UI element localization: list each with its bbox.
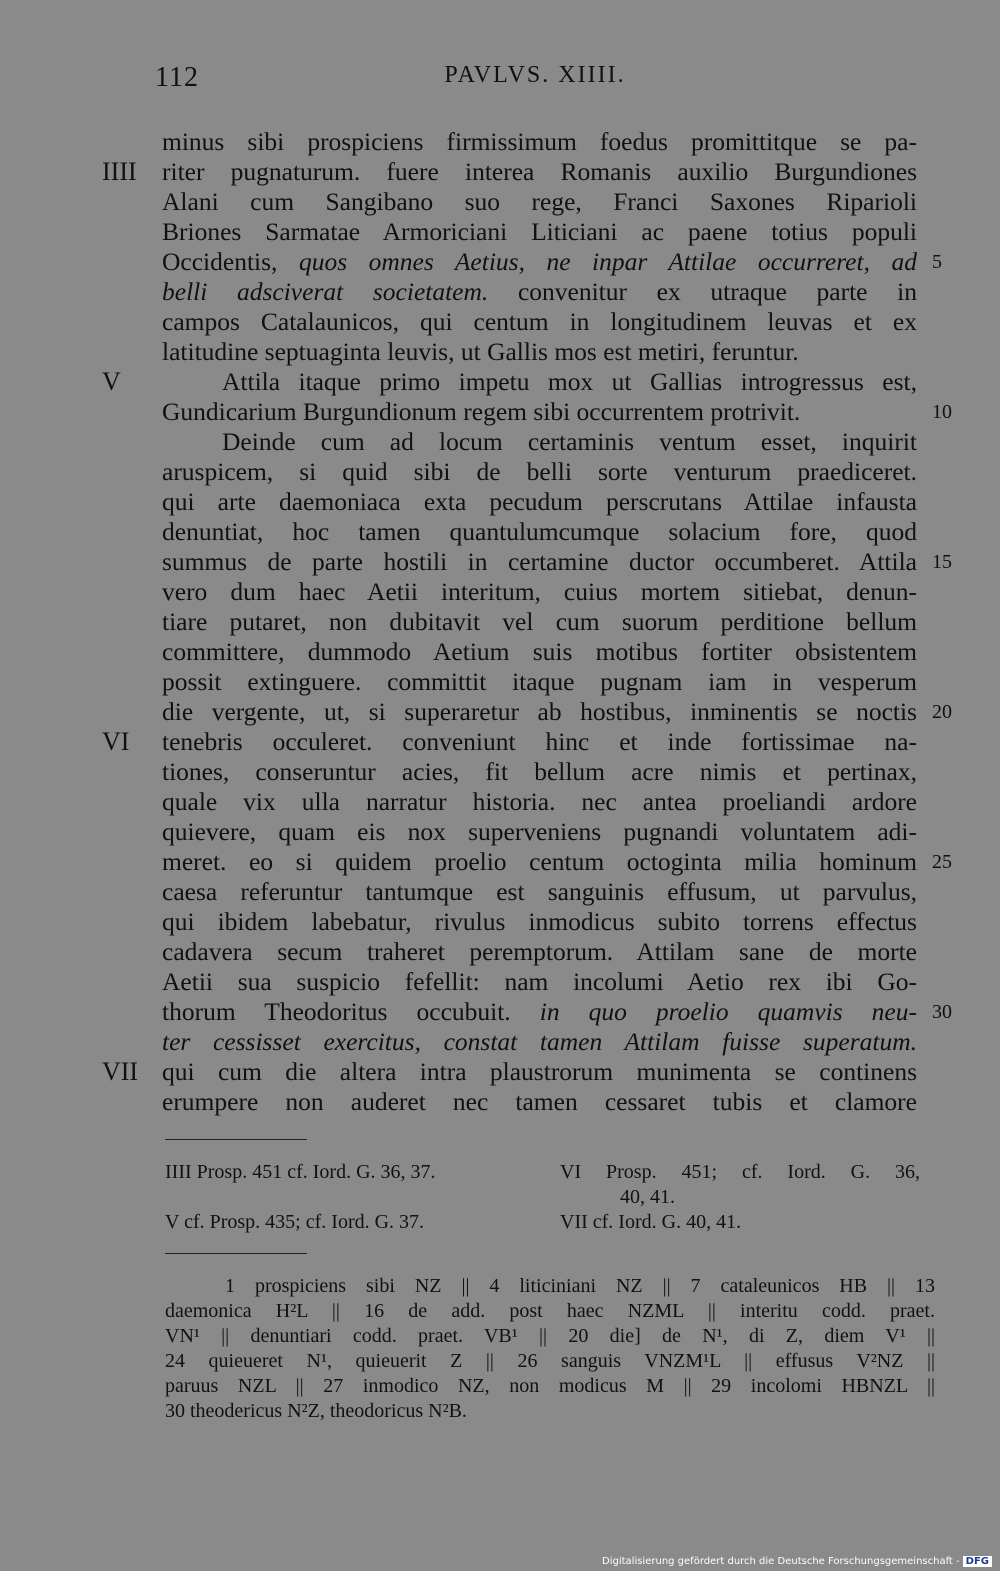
line-text: Alani cum Sangibano suo rege, Franci Saxones Riparioli [162,187,917,216]
page-number: 112 [155,62,199,93]
line-number: 20 [932,701,952,723]
text-line [162,457,917,487]
text-line [102,367,917,397]
line-text: Aetii sua suspicio fefellit: nam incolumi Aetio rex ibi Go- [162,967,917,996]
text-line [162,637,917,667]
main-text [102,127,952,1117]
line-text: riter pugnaturum. fuere interea Romanis auxilio Burgundiones [162,157,917,186]
text-line [102,157,917,187]
text-line [162,487,917,517]
text-line [162,937,917,967]
digitization-credit [602,1556,992,1567]
line-text: qui arte daemoniaca exta pecudum perscrutans Attilae infausta [162,487,917,516]
line-number: 5 [932,251,942,273]
text-line [162,787,917,817]
line-text: caesa referuntur tantumque est sanguinis effusum, ut parvulus, [162,877,917,906]
italic-text: quos omnes Aetius, ne inpar Attilae occurreret, ad [298,247,917,276]
line-number: 15 [932,551,952,573]
text-line [162,697,952,727]
line-text: thorum Theodoritus occubuit. [162,997,540,1026]
line-text: tiones, conseruntur acies, fit bellum acre nimis et pertinax, [162,757,917,786]
line-text: meret. eo si quidem proelio centum octoginta milia hominum [162,847,917,876]
line-text: qui ibidem labebatur, rivulus inmodicus subito torrens effectus [162,907,917,936]
chapter-marker: IIII [102,157,137,186]
text-line [162,307,917,337]
italic-text: belli adsciverat societatem. [162,277,489,306]
apparatus-line: 30 theodericus N²Z, theodoricus N²B. [165,1400,467,1422]
sources-line: IIII Prosp. 451 cf. Iord. G. 36, 37. [165,1161,436,1183]
text-line [162,817,917,847]
text-line [162,547,952,577]
chapter-marker: VI [102,727,130,756]
apparatus-line: daemonica H²L || 16 de add. post haec NZML || interitu codd. praet. [165,1300,935,1322]
line-number: 30 [932,1001,952,1023]
line-text: tenebris occuleret. conveniunt hinc et inde fortissimae na- [162,727,917,756]
text-line [162,877,917,907]
text-line [162,427,917,457]
line-text: convenitur ex utraque parte in [488,277,917,306]
text-line [162,187,917,217]
line-number: 10 [932,401,952,423]
text-line [162,337,917,367]
text-line [162,997,952,1027]
text-line [162,967,917,997]
text-line [162,127,917,157]
chapter-marker: V [102,367,121,396]
sources-line: V cf. Prosp. 435; cf. Iord. G. 37. [165,1211,425,1233]
line-text: Gundicarium Burgundionum regem sibi occurrentem protrivit. [162,397,801,426]
text-line [162,907,917,937]
apparatus-line: paruus NZL || 27 inmodico NZ, non modicus M || 29 incolomi HBNZL || [165,1375,935,1397]
page-header [155,62,915,102]
apparatus-line: 24 quieueret N¹, quieuerit Z || 26 sanguis VNZM¹L || effusus V²NZ || [165,1350,935,1372]
sources-line: VII cf. Iord. G. 40, 41. [560,1211,742,1233]
line-text: campos Catalaunicos, qui centum in longitudinem leuvas et ex [162,307,917,336]
line-text: qui cum die altera intra plaustrorum munimenta se continens [162,1057,917,1086]
sources-line: 40, 41. [620,1186,675,1208]
line-text: tiare putaret, non dubitavit vel cum suorum perditione bellum [162,607,917,636]
sources-line: VI Prosp. 451; cf. Iord. G. 36, [560,1161,920,1183]
text-line [162,1087,917,1117]
separator-rule [165,1253,307,1254]
line-text: erumpere non auderet nec tamen cessaret tubis et clamore [162,1087,917,1116]
apparatus-line: VN¹ || denuntiari codd. praet. VB¹ || 20 die] de N¹, di Z, diem V¹ || [165,1325,935,1347]
line-text: aruspicem, si quid sibi de belli sorte venturum praediceret. [162,457,917,486]
text-line [162,217,917,247]
critical-apparatus [165,1274,935,1424]
line-text: vero dum haec Aetii interitum, cuius mortem sitiebat, denun- [162,577,917,606]
line-text: summus de parte hostili in certamine ductor occumberet. Attila [162,547,917,576]
italic-text: ter cessisset exercitus, constat tamen Attilam fuisse superatum. [162,1027,917,1056]
line-text: quale vix ulla narratur historia. nec antea proeliandi ardore [162,787,917,816]
line-text: cadavera secum traheret peremptorum. Attilam sane de morte [162,937,917,966]
line-text: quievere, quam eis nox superveniens pugnandi voluntatem adi- [162,817,917,846]
text-line [162,847,952,877]
line-number: 25 [932,851,952,873]
apparatus-line: 1 prospiciens sibi NZ || 4 liticiniani NZ || 7 cataleunicos HB || 13 [225,1275,935,1297]
text-line [162,517,917,547]
line-text: possit extinguere. committit itaque pugnam iam in vesperum [162,667,917,696]
text-line [162,577,917,607]
separator-rule [165,1139,307,1140]
dfg-logo: DFG [963,1556,992,1567]
text-line [162,277,917,307]
running-title: PAVLVS. XIIII. [444,62,626,88]
line-text: committere, dummodo Aetium suis motibus fortiter obsistentem [162,637,917,666]
text-line [162,607,917,637]
line-text: Occidentis, [162,247,299,276]
text-line [102,727,917,757]
credit-text: Digitalisierung gefördert durch die Deutsche Forschungsgemeinschaft - [602,1556,960,1567]
text-line [162,1027,917,1057]
line-text: Deinde cum ad locum certaminis ventum esset, inquirit [222,427,917,456]
italic-text: in quo proelio quamvis neu- [539,997,917,1026]
chapter-marker: VII [102,1057,139,1086]
line-text: denuntiat, hoc tamen quantulumcumque solacium fore, quod [162,517,917,546]
line-text: die vergente, ut, si superaretur ab hostibus, inminentis se noctis [162,697,917,726]
text-line [162,247,942,277]
text-line [162,667,917,697]
line-text: minus sibi prospiciens firmissimum foedus promittitque se pa- [162,127,917,156]
text-line [162,757,917,787]
line-text: Briones Sarmatae Armoriciani Liticiani ac paene totius populi [162,217,917,246]
text-line [162,397,952,427]
line-text: latitudine septuaginta leuvis, ut Gallis mos est metiri, feruntur. [162,337,799,366]
line-text: Attila itaque primo impetu mox ut Gallias introgressus est, [222,367,917,396]
text-line [102,1057,917,1087]
